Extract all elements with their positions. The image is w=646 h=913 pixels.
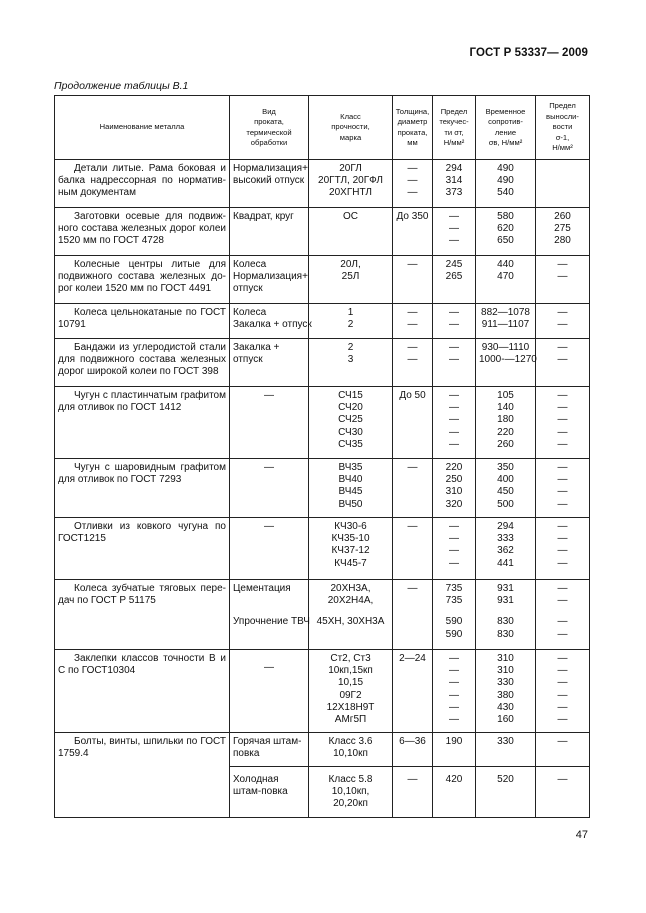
cell-thickness: — xyxy=(393,518,433,580)
cell-yield: 190 xyxy=(433,733,476,767)
cell-process: Колеса Нормализация+ отпуск xyxy=(230,256,309,304)
cell-thickness: — xyxy=(393,256,433,304)
document-standard-number: ГОСТ Р 53337— 2009 xyxy=(469,47,588,59)
cell-thickness: — xyxy=(393,767,433,818)
cell-name: Чугун с пластинчатым графитом для отливок по ГОСТ 1412 xyxy=(55,387,230,459)
cell-thickness: — — xyxy=(393,339,433,387)
table-caption: Продолжение таблицы В.1 xyxy=(54,80,189,92)
cell-thickness: 2—24 xyxy=(393,650,433,733)
steel-properties-table xyxy=(54,95,590,818)
table-row xyxy=(55,580,590,650)
cell-tensile: 931 931 830 830 xyxy=(476,580,536,650)
table-row xyxy=(55,459,590,518)
cell-thickness: 6—36 xyxy=(393,733,433,767)
cell-yield: — — — xyxy=(433,208,476,256)
header-yield: Предел текучес- ти σт, Н/мм² xyxy=(433,96,476,160)
cell-tensile: 882—1078 911—1107 xyxy=(476,304,536,339)
table-row xyxy=(55,650,590,733)
cell-grade: 2 3 xyxy=(309,339,393,387)
page-number: 47 xyxy=(575,829,588,841)
cell-grade: 20ГЛ 20ГТЛ, 20ГФЛ 20ХГНТЛ xyxy=(309,160,393,208)
cell-grade: 20ХН3А, 20Х2Н4А, 45ХН, 30ХН3А xyxy=(309,580,393,650)
table-row xyxy=(55,160,590,208)
cell-tensile: 440 470 xyxy=(476,256,536,304)
cell-yield: 294 314 373 xyxy=(433,160,476,208)
cell-process: — xyxy=(230,387,309,459)
cell-endurance: — xyxy=(536,733,590,767)
table-row xyxy=(55,339,590,387)
table-row xyxy=(55,518,590,580)
header-process: Вид проката, термической обработки xyxy=(230,96,309,160)
cell-thickness: — — — xyxy=(393,160,433,208)
cell-tensile: 310 310 330 380 430 160 xyxy=(476,650,536,733)
cell-name: Колеса цельнокатаные по ГОСТ 10791 xyxy=(55,304,230,339)
cell-process: Холодная штам-повка xyxy=(230,767,309,818)
cell-yield: — — xyxy=(433,304,476,339)
cell-endurance: — — xyxy=(536,256,590,304)
cell-tensile: 350 400 450 500 xyxy=(476,459,536,518)
cell-name: Колеса зубчатые тяговых пере-дач по ГОСТ Р 51175 xyxy=(55,580,230,650)
table-row xyxy=(55,256,590,304)
cell-tensile: 105 140 180 220 260 xyxy=(476,387,536,459)
cell-name: Заклепки классов точности В и С по ГОСТ10304 xyxy=(55,650,230,733)
cell-yield: — — — — — xyxy=(433,387,476,459)
cell-name: Детали литые. Рама боковая и балка надрессорная по норматив-ным документам xyxy=(55,160,230,208)
cell-tensile: 490 490 540 xyxy=(476,160,536,208)
table-row xyxy=(55,387,590,459)
cell-yield: 420 xyxy=(433,767,476,818)
cell-grade: Ст2, Ст3 10кп,15кп 10,15 09Г2 12Х18Н9Т АМг5П xyxy=(309,650,393,733)
cell-grade: Класс 5.8 10,10кп, 20,20кп xyxy=(309,767,393,818)
cell-thickness: До 350 xyxy=(393,208,433,256)
cell-process: Нормализация+ высокий отпуск xyxy=(230,160,309,208)
cell-grade: ВЧ35 ВЧ40 ВЧ45 ВЧ50 xyxy=(309,459,393,518)
table-row xyxy=(55,208,590,256)
cell-process: Закалка + отпуск xyxy=(230,339,309,387)
cell-endurance: — — — — xyxy=(536,518,590,580)
cell-endurance: — — xyxy=(536,304,590,339)
cell-yield: 735 735 590 590 xyxy=(433,580,476,650)
cell-name: Заготовки осевые для подвиж-ного состава железных дорог колеи 1520 мм по ГОСТ 4728 xyxy=(55,208,230,256)
cell-process: Цементация Упрочнение ТВЧ xyxy=(230,580,309,650)
cell-grade: КЧ30-6 КЧ35-10 КЧ37-12 КЧ45-7 xyxy=(309,518,393,580)
cell-endurance: — — xyxy=(536,339,590,387)
cell-process: Колеса Закалка + отпуск xyxy=(230,304,309,339)
cell-name: Чугун с шаровидным графитом для отливок по ГОСТ 7293 xyxy=(55,459,230,518)
cell-process: — xyxy=(230,518,309,580)
cell-process: — xyxy=(230,459,309,518)
cell-endurance: — — — — — xyxy=(536,387,590,459)
cell-process: Квадрат, круг xyxy=(230,208,309,256)
cell-tensile: 520 xyxy=(476,767,536,818)
cell-name: Бандажи из углеродистой стали для подвижного состава железных дорог широкой колеи по ГОСТ 398 xyxy=(55,339,230,387)
header-name: Наименование металла xyxy=(55,96,230,160)
table-row xyxy=(55,304,590,339)
cell-name: Болты, винты, шпильки по ГОСТ 1759.4 xyxy=(55,733,230,818)
cell-grade: 20Л, 25Л xyxy=(309,256,393,304)
cell-grade: 1 2 xyxy=(309,304,393,339)
cell-process: Горячая штам-повка xyxy=(230,733,309,767)
cell-tensile: 294 333 362 441 xyxy=(476,518,536,580)
cell-thickness: — — xyxy=(393,304,433,339)
header-tensile: Временное сопротив- ление σв, Н/мм² xyxy=(476,96,536,160)
table-header-row xyxy=(55,96,590,160)
cell-yield: — — xyxy=(433,339,476,387)
cell-process: — xyxy=(230,650,309,733)
cell-tensile: 580 620 650 xyxy=(476,208,536,256)
header-thickness: Толщина, диаметр проката, мм xyxy=(393,96,433,160)
cell-endurance: — — — — xyxy=(536,580,590,650)
cell-endurance: — — — — — — xyxy=(536,650,590,733)
cell-yield: 220 250 310 320 xyxy=(433,459,476,518)
header-grade: Класс прочности, марка xyxy=(309,96,393,160)
cell-thickness: До 50 xyxy=(393,387,433,459)
cell-name: Колесные центры литые для подвижного состава железных до-рог колеи 1520 мм по ГОСТ 4491 xyxy=(55,256,230,304)
cell-thickness: — xyxy=(393,580,433,650)
header-endurance: Предел выносли- вости σ-1, Н/мм² xyxy=(536,96,590,160)
cell-thickness: — xyxy=(393,459,433,518)
table-row xyxy=(55,733,590,767)
cell-endurance: 260 275 280 xyxy=(536,208,590,256)
cell-endurance: — — — — xyxy=(536,459,590,518)
cell-grade: ОС xyxy=(309,208,393,256)
cell-endurance: — xyxy=(536,767,590,818)
cell-name: Отливки из ковкого чугуна по ГОСТ1215 xyxy=(55,518,230,580)
cell-endurance xyxy=(536,160,590,208)
cell-yield: — — — — xyxy=(433,518,476,580)
cell-tensile: 930—1110 1000-—1270 xyxy=(476,339,536,387)
cell-yield: 245 265 xyxy=(433,256,476,304)
cell-grade: СЧ15 СЧ20 СЧ25 СЧ30 СЧ35 xyxy=(309,387,393,459)
cell-tensile: 330 xyxy=(476,733,536,767)
cell-grade: Класс 3.6 10,10кп xyxy=(309,733,393,767)
cell-yield: — — — — — — xyxy=(433,650,476,733)
